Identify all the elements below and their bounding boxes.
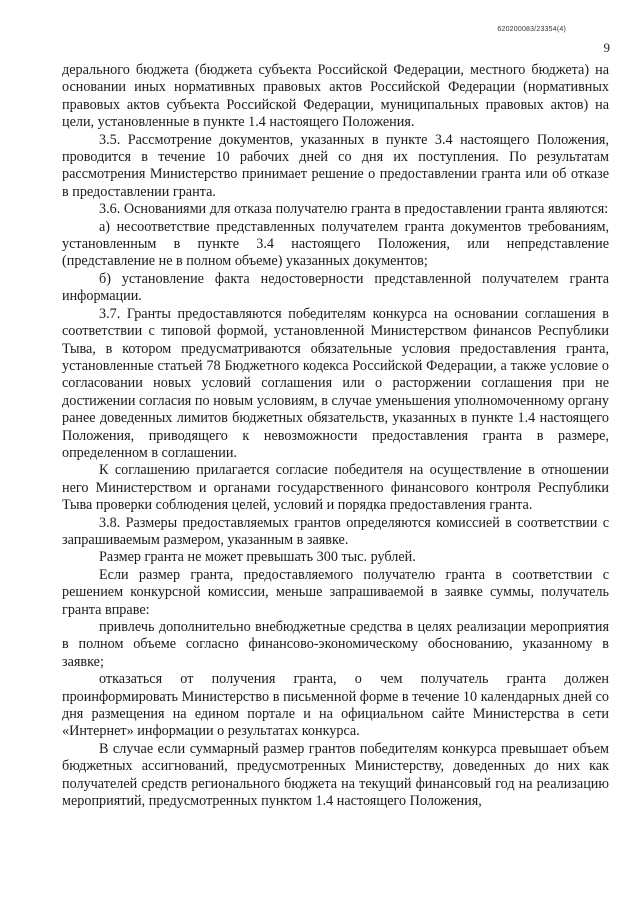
paragraph-agreement-consent: К соглашению прилагается согласие победителя на осуществление в отношении него Министерством и органами государственного финансового контроля Республики Тыва проверки соблюдения целей, условий и порядка предоставления гранта. xyxy=(62,462,609,514)
paragraph-3-8: 3.8. Размеры предоставляемых грантов определяются комиссией в соответствии с запрашиваемым размером, указанным в заявке. xyxy=(62,514,609,548)
paragraph-option-refuse: отказаться от получения гранта, о чем получатель гранта должен проинформировать Министерство в письменной форме в течение 10 календарных дней со дня размещения на едином портале и на официальном сайте Министерства в сети «Интернет» информации о результатах конкурса. xyxy=(62,671,609,740)
paragraph-option-attract-funds: привлечь дополнительно внебюджетные средства в целях реализации мероприятия в полном объеме согласно финансово-экономическому обоснованию, указанному в заявке; xyxy=(62,619,609,670)
paragraph-grant-limit: Размер гранта не может превышать 300 тыс. рублей. xyxy=(99,549,416,566)
document-body xyxy=(62,62,609,810)
paragraph-3-6-a: а) несоответствие представленных получателем гранта документов требованиям, установленным в пункте 3.4 настоящего Положения, или непредставление (представление не в полном объеме) указанных документов; xyxy=(62,218,609,270)
paragraph-3-7: 3.7. Гранты предоставляются победителям конкурса на основании соглашения в соответствии с типовой формой, установленной Министерством финансов Республики Тыва, в котором предусматриваются обязательные условия предоставления гранта, установленные статьей 78 Бюджетного кодекса Российской Федерации, а также условие о согласовании новых условий соглашения или о расторжении соглашения при не достижении согласия по новым условиям, в случае уменьшения уполномоченному органу ранее доведенных лимитов бюджетных обязательств, указанных в пункте 1.4 настоящего Положения, приводящего к невозможности предоставления гранта в размере, определенном в соглашении. xyxy=(62,305,609,461)
paragraph-3-6: 3.6. Основаниями для отказа получателю гранта в предоставлении гранта являются: xyxy=(99,201,609,218)
paragraph-continuation: дерального бюджета (бюджета субъекта Российской Федерации, местного бюджета) на основании иных нормативных правовых актов Российской Федерации (нормативных правовых актов субъекта Российской Федерации, муниципальных правовых актов) на цели, установленные в пункте 1.4 настоящего Положения. xyxy=(62,62,609,131)
document-id: 620200083/23354(4) xyxy=(497,26,566,33)
page-number: 9 xyxy=(603,40,610,55)
paragraph-grant-smaller: Если размер гранта, предоставляемого получателю гранта в соответствии с решением конкурсной комиссии, меньше запрашиваемой в заявке суммы, получатель гранта вправе: xyxy=(62,566,609,618)
paragraph-3-6-b: б) установление факта недостоверности представленной получателем гранта информации. xyxy=(62,270,609,305)
paragraph-3-5: 3.5. Рассмотрение документов, указанных в пункте 3.4 настоящего Положения, проводится в течение 10 рабочих дней со дня их поступления. По результатам рассмотрения Министерство принимает решение о предоставлении гранта или об отказе в предоставлении гранта. xyxy=(62,131,609,200)
paragraph-total-exceeds: В случае если суммарный размер грантов победителям конкурса превышает объем бюджетных ассигнований, предусмотренных Министерству, доведенных до них как получателей средств регионального бюджета на текущий финансовый год на реализацию мероприятий, предусмотренных пунктом 1.4 настоящего Положения, xyxy=(62,740,609,810)
